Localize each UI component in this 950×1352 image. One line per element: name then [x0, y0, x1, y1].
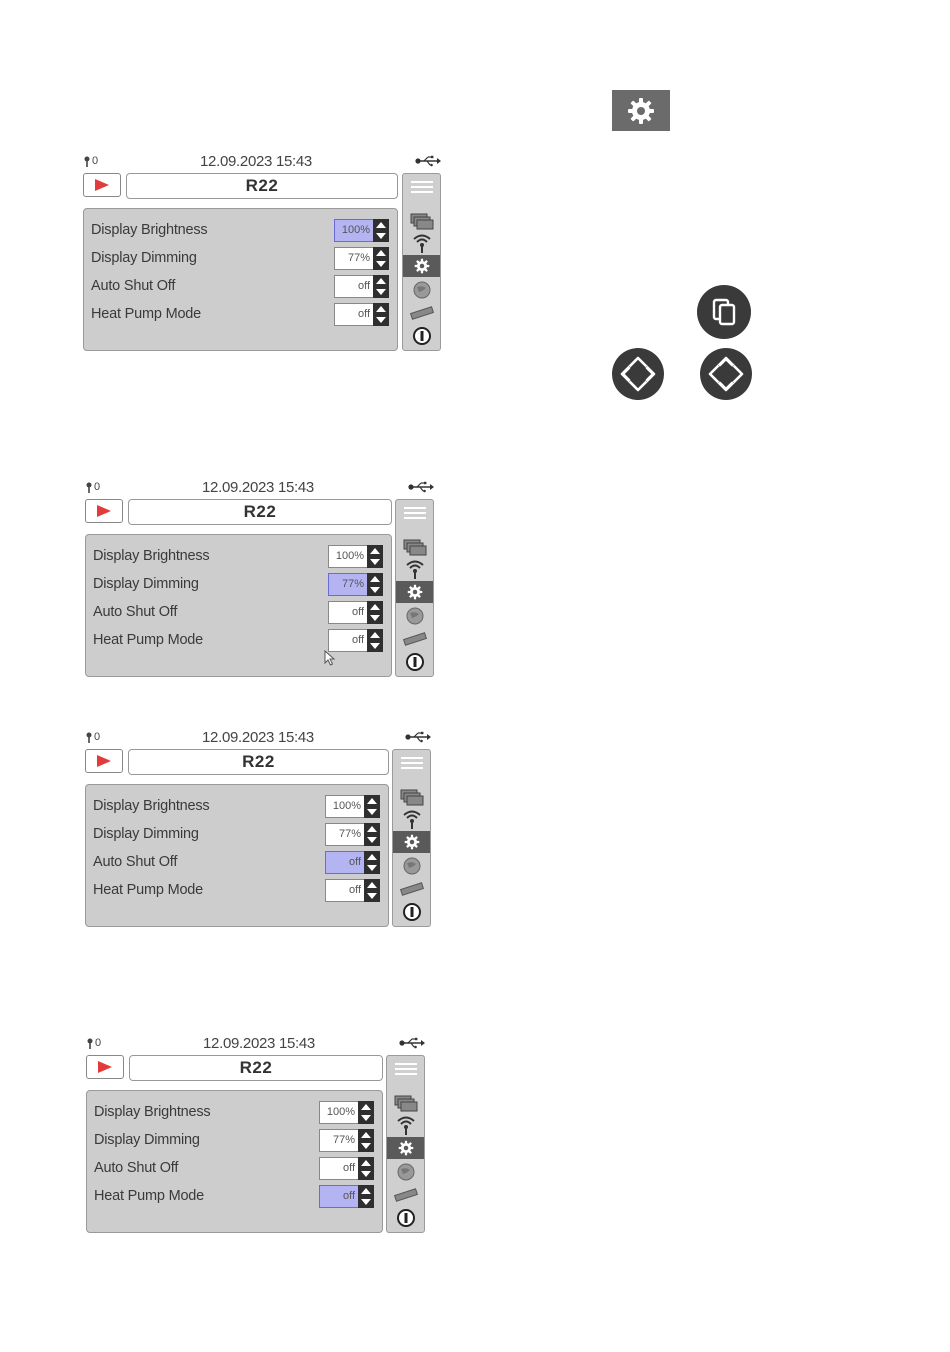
play-icon [94, 178, 110, 192]
antenna-count: 0 [94, 481, 101, 493]
value-spinner[interactable] [319, 1101, 374, 1124]
ruler-icon[interactable] [387, 1184, 424, 1206]
antenna-count: 0 [95, 1037, 102, 1049]
play-button[interactable] [85, 499, 123, 523]
setting-label: Display Dimming [93, 576, 199, 592]
gear-key [612, 90, 670, 131]
setting-label: Display Brightness [91, 222, 208, 238]
arrow-up-icon[interactable] [375, 277, 387, 285]
arrow-down-icon[interactable] [369, 614, 381, 622]
usb-icon [405, 730, 431, 747]
antenna-indicator [85, 731, 100, 743]
value-spinner[interactable] [325, 795, 380, 818]
value-spinner[interactable] [328, 629, 383, 652]
spinner-value[interactable]: off [319, 1185, 358, 1208]
menu-icon[interactable] [387, 1058, 424, 1080]
globe-icon[interactable] [396, 605, 433, 627]
antenna-indicator [86, 1037, 101, 1049]
value-spinner[interactable] [325, 823, 380, 846]
device-screen-4 [86, 1035, 425, 1235]
setting-label: Heat Pump Mode [94, 1188, 205, 1204]
arrow-down-icon[interactable] [366, 864, 378, 872]
value-spinner[interactable] [319, 1185, 374, 1208]
arrow-up-icon[interactable] [375, 249, 387, 257]
setting-row [93, 573, 383, 597]
spinner-value[interactable]: 77% [325, 823, 364, 846]
spinner-arrows[interactable] [373, 219, 389, 242]
arrow-up-icon[interactable] [369, 575, 381, 583]
arrow-down-icon[interactable] [369, 586, 381, 594]
setting-row [93, 823, 380, 847]
ruler-icon[interactable] [396, 628, 433, 650]
settings-panel [85, 534, 392, 677]
settings-gear-icon[interactable] [393, 831, 430, 853]
status-bar [86, 1035, 425, 1053]
spinner-value[interactable]: off [325, 879, 364, 902]
spinner-arrows[interactable] [367, 545, 383, 568]
screens-icon[interactable] [393, 786, 430, 808]
setting-row [94, 1101, 374, 1125]
spinner-arrows[interactable] [367, 601, 383, 624]
info-icon[interactable] [387, 1207, 424, 1229]
spinner-value[interactable]: off [334, 275, 373, 298]
spinner-arrows[interactable] [373, 303, 389, 326]
arrow-down-icon[interactable] [366, 808, 378, 816]
settings-gear-icon[interactable] [396, 581, 433, 603]
info-icon[interactable] [393, 901, 430, 923]
setting-label: Auto Shut Off [94, 1160, 179, 1176]
arrow-up-icon[interactable] [366, 797, 378, 805]
setting-row [93, 851, 380, 875]
arrow-up-icon[interactable] [366, 881, 378, 889]
arrow-up-icon[interactable] [375, 305, 387, 313]
setting-label: Display Dimming [94, 1132, 200, 1148]
setting-label: Auto Shut Off [91, 278, 176, 294]
setting-row [93, 795, 380, 819]
spinner-value[interactable]: off [325, 851, 364, 874]
info-icon[interactable] [403, 325, 440, 347]
arrow-up-icon[interactable] [360, 1187, 372, 1195]
setting-row [94, 1157, 374, 1181]
value-spinner[interactable] [328, 573, 383, 596]
spinner-arrows[interactable] [373, 275, 389, 298]
setting-row [93, 545, 383, 569]
setting-label: Heat Pump Mode [91, 306, 202, 322]
screens-icon[interactable] [403, 210, 440, 232]
sidebar-menu [402, 173, 441, 351]
settings-gear-icon[interactable] [387, 1137, 424, 1159]
setting-row [94, 1129, 374, 1153]
value-spinner[interactable] [328, 601, 383, 624]
spinner-arrows[interactable] [364, 795, 380, 818]
ruler-icon[interactable] [403, 302, 440, 324]
spinner-arrows[interactable] [358, 1101, 374, 1124]
setting-label: Display Brightness [94, 1104, 211, 1120]
spinner-value[interactable]: 100% [328, 545, 367, 568]
spinner-arrows[interactable] [358, 1157, 374, 1180]
play-icon [96, 754, 112, 768]
device-screen-3 [85, 729, 431, 929]
status-bar [83, 153, 441, 171]
spinner-arrows[interactable] [364, 879, 380, 902]
antenna-count: 0 [92, 155, 99, 167]
value-spinner[interactable] [319, 1157, 374, 1180]
copy-key [697, 285, 751, 339]
arrow-down-icon[interactable] [360, 1142, 372, 1150]
setting-row [93, 629, 383, 653]
arrow-up-icon[interactable] [369, 631, 381, 639]
refrigerant-title: R22 [128, 749, 389, 775]
setting-row [93, 601, 383, 625]
datetime: 12.09.2023 15:43 [202, 729, 314, 746]
arrow-down-icon[interactable] [369, 642, 381, 650]
wireless-icon[interactable] [403, 232, 440, 254]
arrow-down-icon[interactable] [375, 316, 387, 324]
play-button[interactable] [85, 749, 123, 773]
left-right-key [612, 348, 664, 400]
setting-label: Auto Shut Off [93, 854, 178, 870]
arrow-down-icon[interactable] [360, 1198, 372, 1206]
setting-row [91, 219, 389, 243]
status-bar [85, 729, 431, 747]
menu-icon[interactable] [396, 502, 433, 524]
setting-label: Display Dimming [91, 250, 197, 266]
antenna-icon [83, 156, 91, 167]
arrow-up-icon[interactable] [360, 1131, 372, 1139]
setting-label: Heat Pump Mode [93, 632, 204, 648]
arrow-down-icon[interactable] [360, 1114, 372, 1122]
value-spinner[interactable] [334, 247, 389, 270]
spinner-value[interactable]: off [319, 1157, 358, 1180]
setting-row [91, 247, 389, 271]
arrow-up-icon[interactable] [369, 547, 381, 555]
antenna-icon [85, 732, 93, 743]
usb-icon [415, 154, 441, 171]
value-spinner[interactable] [319, 1129, 374, 1152]
spinner-value[interactable]: off [334, 303, 373, 326]
spinner-arrows[interactable] [364, 823, 380, 846]
value-spinner[interactable] [325, 879, 380, 902]
antenna-icon [86, 1038, 94, 1049]
spinner-value[interactable]: 77% [328, 573, 367, 596]
wireless-icon[interactable] [387, 1114, 424, 1136]
arrow-down-icon[interactable] [360, 1170, 372, 1178]
globe-icon[interactable] [393, 855, 430, 877]
gear-icon [625, 95, 657, 127]
setting-row [91, 303, 389, 327]
spinner-value[interactable]: off [328, 601, 367, 624]
arrow-down-icon[interactable] [369, 558, 381, 566]
settings-gear-icon[interactable] [403, 255, 440, 277]
spinner-value[interactable]: 77% [319, 1129, 358, 1152]
device-screen-1 [83, 153, 441, 353]
info-icon[interactable] [396, 651, 433, 673]
ruler-icon[interactable] [393, 878, 430, 900]
refrigerant-title: R22 [129, 1055, 383, 1081]
setting-label: Display Dimming [93, 826, 199, 842]
usb-icon [408, 480, 434, 497]
sidebar-menu [392, 749, 431, 927]
globe-icon[interactable] [403, 279, 440, 301]
sidebar-menu [395, 499, 434, 677]
datetime: 12.09.2023 15:43 [200, 153, 312, 170]
arrow-down-icon[interactable] [366, 892, 378, 900]
menu-icon[interactable] [393, 752, 430, 774]
setting-label: Auto Shut Off [93, 604, 178, 620]
setting-label: Display Brightness [93, 548, 210, 564]
arrow-up-icon[interactable] [360, 1159, 372, 1167]
setting-label: Display Brightness [93, 798, 210, 814]
refrigerant-title: R22 [128, 499, 392, 525]
sidebar-menu [386, 1055, 425, 1233]
arrow-down-icon[interactable] [366, 836, 378, 844]
mouse-cursor [324, 650, 336, 671]
copy-icon [709, 297, 739, 327]
arrow-up-icon[interactable] [375, 221, 387, 229]
value-spinner[interactable] [334, 275, 389, 298]
wireless-icon[interactable] [396, 558, 433, 580]
antenna-count: 0 [94, 731, 101, 743]
globe-icon[interactable] [387, 1161, 424, 1183]
spinner-value[interactable]: 100% [325, 795, 364, 818]
arrow-up-icon[interactable] [366, 853, 378, 861]
refrigerant-title: R22 [126, 173, 398, 199]
arrow-down-icon[interactable] [375, 232, 387, 240]
setting-row [94, 1185, 374, 1209]
device-screen-2 [85, 479, 434, 679]
value-spinner[interactable] [334, 303, 389, 326]
up-down-key [700, 348, 752, 400]
arrow-down-icon[interactable] [375, 260, 387, 268]
arrows-left-right-icon [618, 354, 658, 394]
arrow-up-icon[interactable] [360, 1103, 372, 1111]
value-spinner[interactable] [328, 545, 383, 568]
arrow-up-icon[interactable] [366, 825, 378, 833]
play-button[interactable] [83, 173, 121, 197]
setting-row [91, 275, 389, 299]
antenna-indicator [85, 481, 100, 493]
setting-label: Heat Pump Mode [93, 882, 204, 898]
screens-icon[interactable] [396, 536, 433, 558]
spinner-value[interactable]: 100% [334, 219, 373, 242]
menu-icon[interactable] [403, 176, 440, 198]
spinner-arrows[interactable] [373, 247, 389, 270]
settings-panel [86, 1090, 383, 1233]
settings-panel [83, 208, 398, 351]
value-spinner[interactable] [325, 851, 380, 874]
spinner-value[interactable]: off [328, 629, 367, 652]
datetime: 12.09.2023 15:43 [203, 1035, 315, 1052]
setting-row [93, 879, 380, 903]
value-spinner[interactable] [334, 219, 389, 242]
play-icon [97, 1060, 113, 1074]
spinner-arrows[interactable] [367, 629, 383, 652]
spinner-value[interactable]: 77% [334, 247, 373, 270]
antenna-icon [85, 482, 93, 493]
arrow-up-icon[interactable] [369, 603, 381, 611]
arrow-down-icon[interactable] [375, 288, 387, 296]
antenna-indicator [83, 155, 98, 167]
settings-panel [85, 784, 389, 927]
screens-icon[interactable] [387, 1092, 424, 1114]
spinner-arrows[interactable] [358, 1129, 374, 1152]
play-icon [96, 504, 112, 518]
spinner-arrows[interactable] [364, 851, 380, 874]
usb-icon [399, 1036, 425, 1053]
spinner-arrows[interactable] [358, 1185, 374, 1208]
spinner-value[interactable]: 100% [319, 1101, 358, 1124]
arrows-up-down-icon [706, 354, 746, 394]
datetime: 12.09.2023 15:43 [202, 479, 314, 496]
wireless-icon[interactable] [393, 808, 430, 830]
spinner-arrows[interactable] [367, 573, 383, 596]
play-button[interactable] [86, 1055, 124, 1079]
status-bar [85, 479, 434, 497]
